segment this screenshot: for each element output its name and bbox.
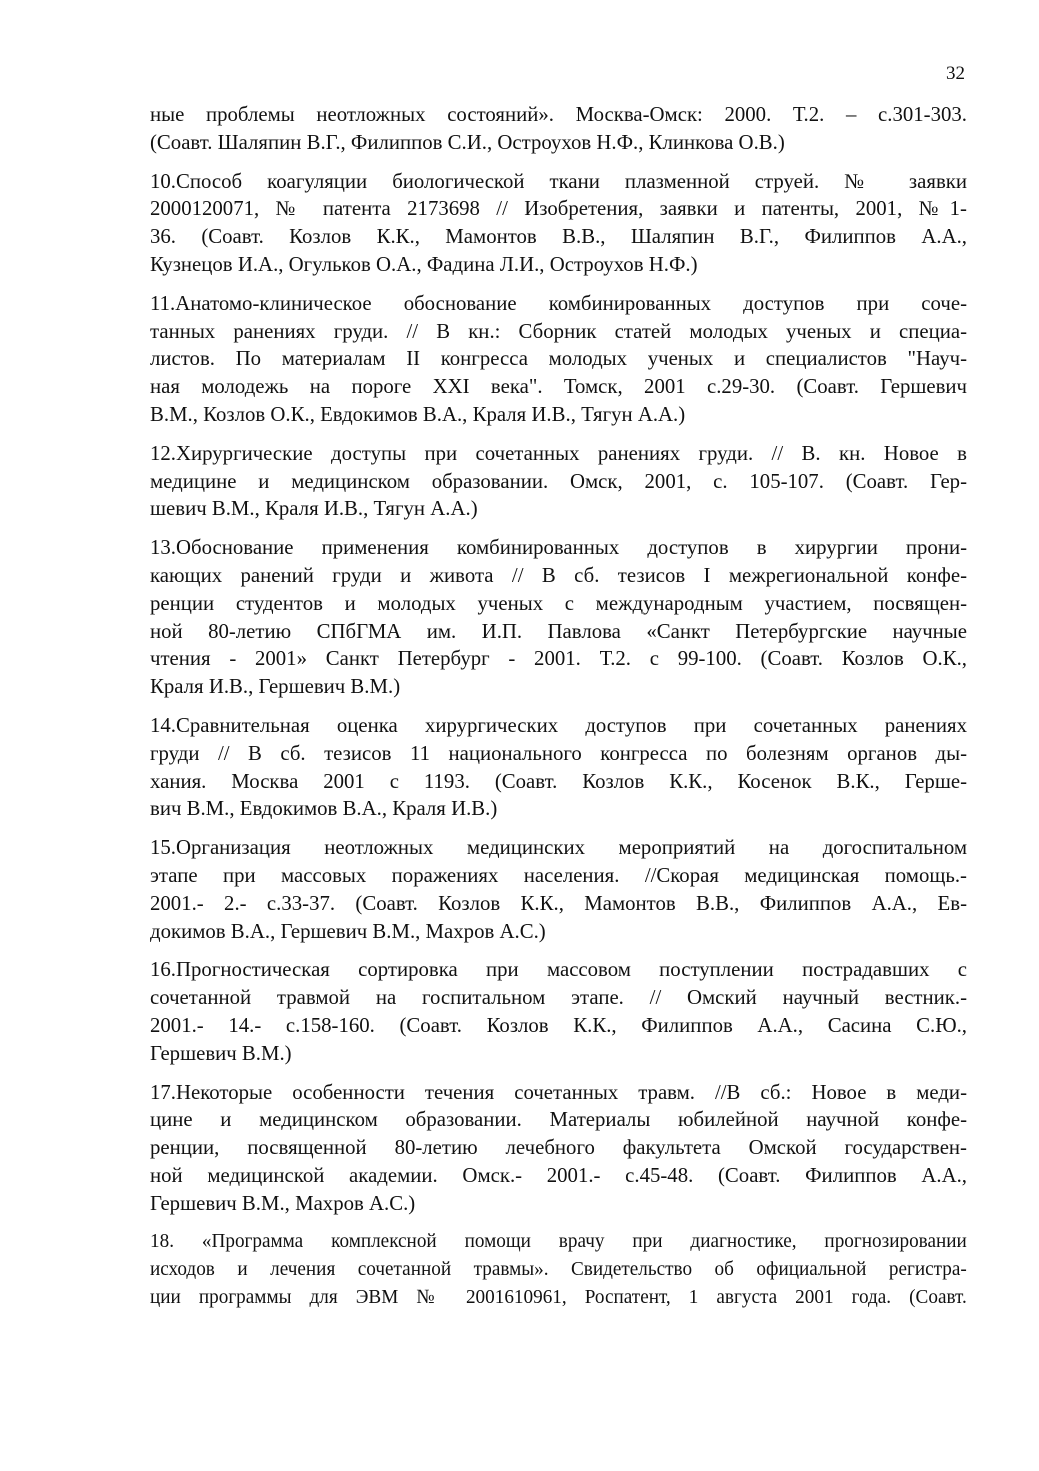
entry-line: ции программы для ЭВМ № 2001610961, Роспатент, 1 августа 2001 года. (Соавт.	[150, 1286, 967, 1309]
entry-line: 2001.- 14.- с.158-160. (Соавт. Козлов К.К., Филиппов А.А., Сасина С.Ю.,	[150, 1013, 967, 1037]
entry-line: 17.Некоторые особенности течения сочетанных травм. //В сб.: Новое в меди-	[150, 1080, 967, 1104]
bibliography-entry	[150, 1228, 967, 1311]
entry-line: 16.Прогностическая сортировка при массовом поступлении пострадавших с	[150, 958, 967, 982]
entry-line: шевич В.М., Краля И.В., Тягун А.А.)	[150, 497, 478, 521]
entry-line: хания. Москва 2001 с 1193. (Соавт. Козлов К.К., Косенок В.К., Герше-	[150, 769, 967, 793]
entry-line: (Соавт. Шаляпин В.Г., Филиппов С.И., Остроухов Н.Ф., Клинкова О.В.)	[150, 130, 785, 154]
entry-line: 13.Обоснование применения комбинированных доступов в хирургии прони-	[150, 536, 967, 560]
entry-line: ной медицинской академии. Омск.- 2001.- с.45-48. (Соавт. Филиппов А.А.,	[150, 1163, 967, 1187]
entry-line: ренции студентов и молодых ученых с международным участием, посвящен-	[150, 591, 967, 615]
entry-line: танных ранениях груди. // В кн.: Сборник статей молодых ученых и специа-	[150, 319, 967, 343]
entry-line: чтения - 2001» Санкт Петербург - 2001. Т.2. с 99-100. (Соавт. Козлов О.К.,	[150, 647, 967, 671]
entry-line: Кузнецов И.А., Огульков О.А., Фадина Л.И., Остроухов Н.Ф.)	[150, 252, 698, 276]
bibliography-entry	[150, 956, 967, 1067]
entry-line: сочетанной травмой на госпитальном этапе. // Омский научный вестник.-	[150, 986, 967, 1010]
entry-line: вич В.М., Евдокимов В.А., Краля И.В.)	[150, 797, 498, 821]
entry-line: 2000120071, № патента 2173698 // Изобретения, заявки и патенты, 2001, №1-	[150, 197, 967, 221]
entry-line: Гершевич В.М.)	[150, 1041, 292, 1065]
entry-line: 36. (Соавт. Козлов К.К., Мамонтов В.В., Шаляпин В.Г., Филиппов А.А.,	[150, 225, 967, 249]
entry-line: ные проблемы неотложных состояний». Москва-Омск: 2000. Т.2. – с.301-303.	[150, 103, 967, 126]
entry-line: докимов В.А., Гершевич В.М., Махров А.С.)	[150, 919, 546, 943]
entry-line: листов. По материалам II конгресса молодых ученых и специалистов "Науч-	[150, 347, 967, 371]
entry-line: 10.Способ коагуляции биологической ткани плазменной струей. № заявки	[150, 169, 967, 193]
bibliography-entry	[150, 534, 967, 701]
entry-line: груди // В сб. тезисов 11 национального конгресса по болезням органов ды-	[150, 741, 967, 765]
entry-line: 14.Сравнительная оценка хирургических доступов при сочетанных ранениях	[150, 713, 967, 737]
bibliography-list	[150, 101, 967, 1323]
entry-line: 18. «Программа комплексной помощи врачу при диагностике, прогнозировании	[150, 1230, 967, 1253]
entry-line: кающих ранений груди и живота // В сб. тезисов I межрегиональной конфе-	[150, 563, 967, 587]
entry-line: 12.Хирургические доступы при сочетанных ранениях груди. // В. кн. Новое в	[150, 441, 967, 465]
page-number: 32	[946, 63, 965, 84]
entry-line: цине и медицинском образовании. Материалы юбилейной научной конфе-	[150, 1108, 967, 1132]
entry-line: Краля И.В., Гершевич В.М.)	[150, 675, 401, 699]
bibliography-entry	[150, 440, 967, 523]
bibliography-entry	[150, 168, 967, 279]
entry-line: медицине и медицинском образовании. Омск, 2001, с. 105-107. (Соавт. Гер-	[150, 469, 967, 493]
entry-line: 11.Анатомо-клиническое обоснование комбинированных доступов при соче-	[150, 291, 967, 315]
entry-line: ной 80-летию СПбГМА им. И.П. Павлова «Санкт Петербургские научные	[150, 619, 967, 643]
entry-line: ная молодежь на пороге XXI века". Томск, 2001 с.29-30. (Соавт. Гершевич	[150, 375, 967, 399]
bibliography-entry	[150, 834, 967, 945]
entry-line: 2001.- 2.- с.33-37. (Соавт. Козлов К.К., Мамонтов В.В., Филиппов А.А., Ев-	[150, 891, 967, 915]
entry-line: ренции, посвященной 80-летию лечебного факультета Омской государствен-	[150, 1136, 967, 1160]
entry-line: В.М., Козлов О.К., Евдокимов В.А., Краля И.В., Тягун А.А.)	[150, 402, 686, 426]
bibliography-entry	[150, 290, 967, 429]
entry-line: Гершевич В.М., Махров А.С.)	[150, 1191, 416, 1215]
entry-line: этапе при массовых поражениях населения. //Скорая медицинская помощь.-	[150, 863, 967, 887]
entry-line: 15.Организация неотложных медицинских мероприятий на догоспитальном	[150, 836, 967, 860]
entry-line: исходов и лечения сочетанной травмы». Свидетельство об официальной регистра-	[150, 1258, 967, 1281]
bibliography-entry	[150, 1079, 967, 1218]
bibliography-entry	[150, 101, 967, 157]
bibliography-entry	[150, 712, 967, 823]
